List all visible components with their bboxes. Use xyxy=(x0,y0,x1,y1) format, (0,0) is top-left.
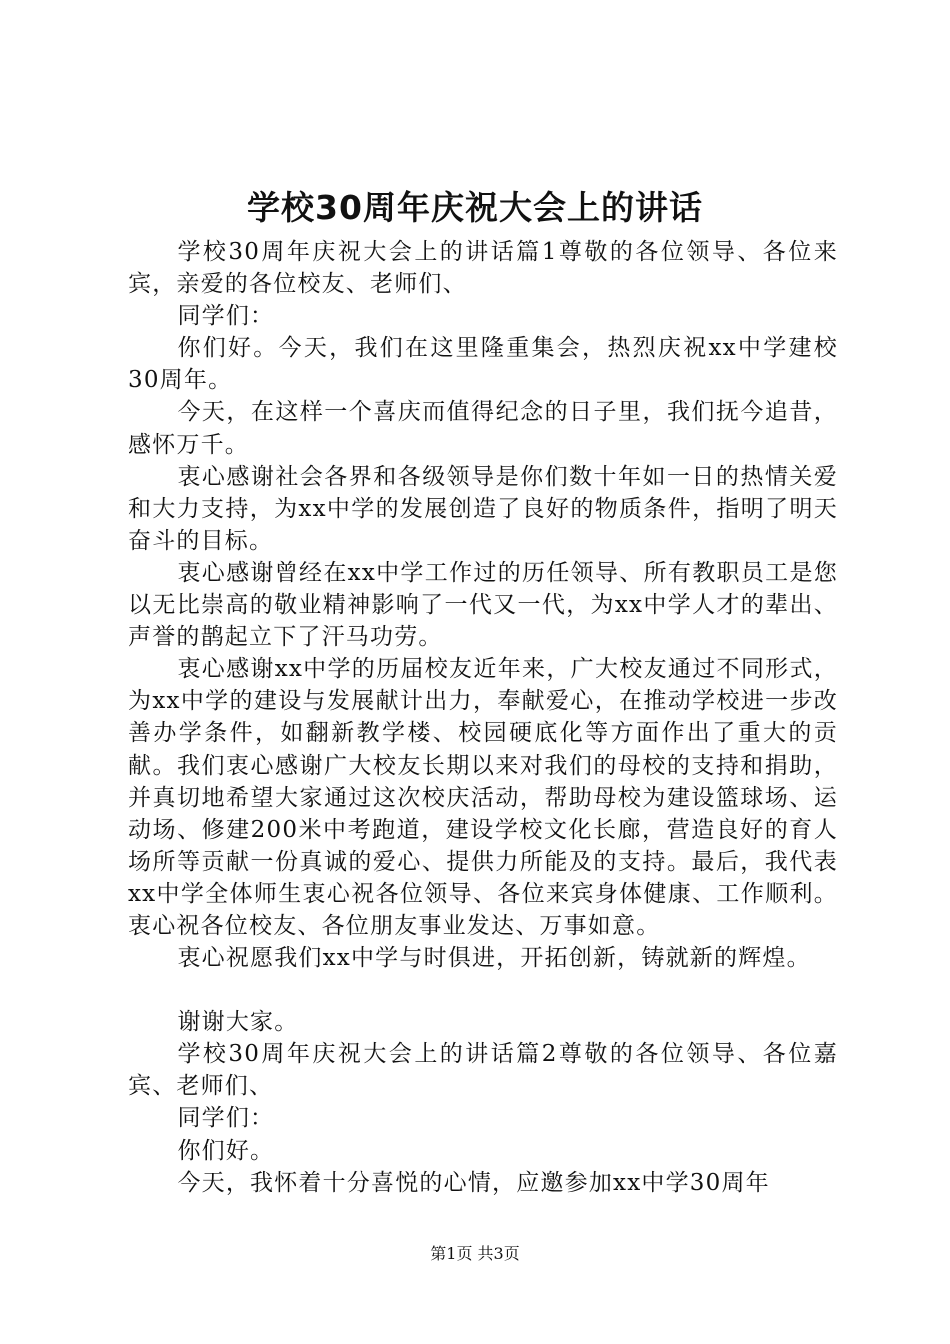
paragraph: 衷心感谢xx中学的历届校友近年来，广大校友通过不同形式，为xx中学的建设与发展献计出力，奉献爱心，在推动学校进一步改善办学条件，如翻新教学楼、校园硬底化等方面作出了重大的贡献。我们衷心感谢广大校友长期以来对我们的母校的支持和捐助，并真切地希望大家通过这次校庆活动，帮助母校为建设篮球场、运动场、修建200米中考跑道，建设学校文化长廊，营造良好的育人场所等贡献一份真诚的爱心、提供力所能及的支持。最后，我代表xx中学全体师生衷心祝各位领导、各位来宾身体健康、工作顺利。衷心祝各位校友、各位朋友事业发达、万事如意。 xyxy=(128,656,838,939)
paragraph: 你们好。 xyxy=(177,1137,275,1164)
paragraph: 衷心祝愿我们xx中学与时俱进，开拓创新，铸就新的辉煌。 xyxy=(177,945,811,972)
paragraph: 衷心感谢曾经在xx中学工作过的历任领导、所有教职员工是您以无比崇高的敬业精神影响了一代又一代，为xx中学人才的辈出、声誉的鹊起立下了汗马功劳。 xyxy=(128,559,838,651)
paragraph: 同学们： xyxy=(177,1105,275,1132)
paragraph: 学校30周年庆祝大会上的讲话篇1尊敬的各位领导、各位来宾，亲爱的各位校友、老师们、 xyxy=(128,239,838,298)
document-title: 学校30周年庆祝大会上的讲话 xyxy=(247,188,703,227)
document-body xyxy=(128,236,838,1199)
paragraph: 谢谢大家。 xyxy=(177,1009,299,1036)
paragraph: 学校30周年庆祝大会上的讲话篇2尊敬的各位领导、各位嘉宾、老师们、 xyxy=(128,1041,838,1100)
paragraph: 你们好。今天，我们在这里隆重集会，热烈庆祝xx中学建校30周年。 xyxy=(128,335,838,394)
paragraph: 衷心感谢社会各界和各级领导是你们数十年如一日的热情关爱和大力支持，为xx中学的发展创造了良好的物质条件，指明了明天奋斗的目标。 xyxy=(128,463,838,554)
paragraph: 今天，我怀着十分喜悦的心情，应邀参加xx中学30周年 xyxy=(177,1169,770,1196)
paragraph: 今天，在这样一个喜庆而值得纪念的日子里，我们抚今追昔，感怀万千。 xyxy=(128,399,838,458)
page-footer: 第1页 共3页 xyxy=(430,1244,520,1263)
paragraph: 同学们： xyxy=(177,303,275,330)
